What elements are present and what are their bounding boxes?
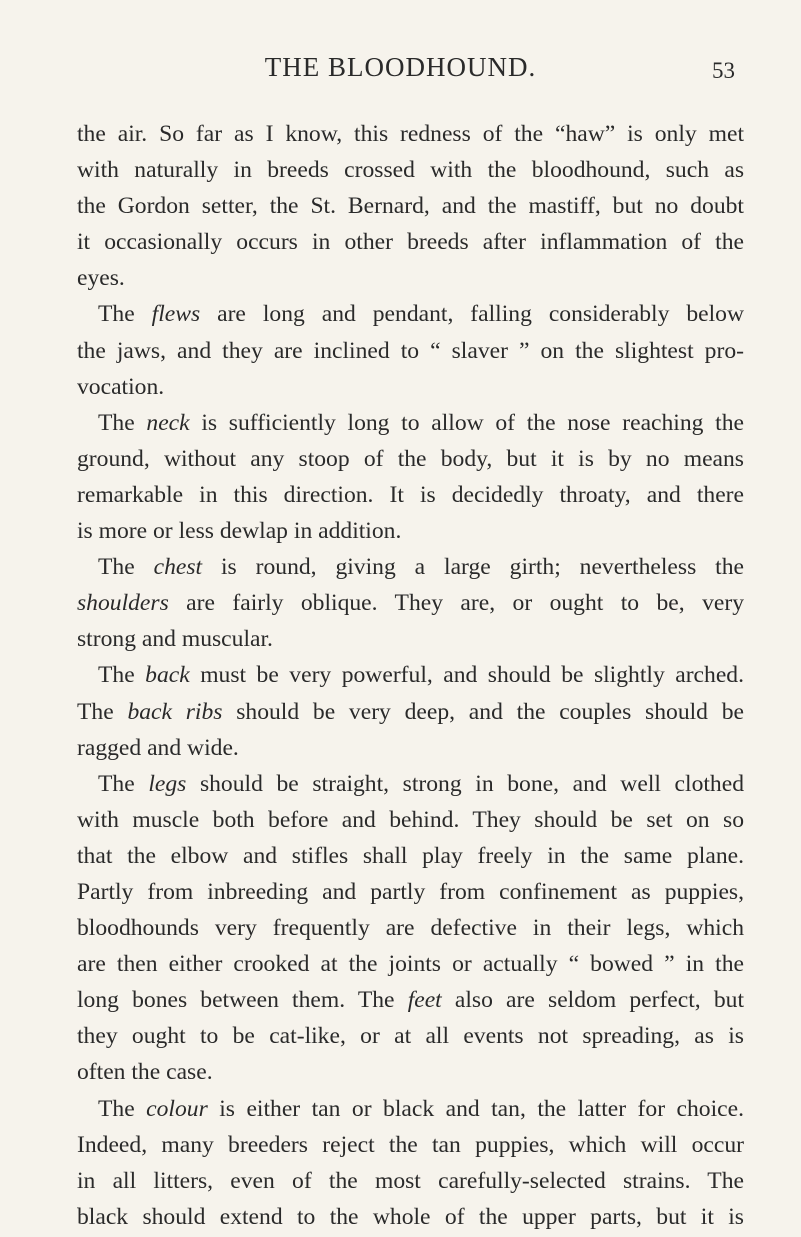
text-line: ground, without any stoop of the body, but it is by no means: [77, 445, 744, 472]
text-line: ragged and wide.: [77, 734, 239, 761]
text-line: strong and muscular.: [77, 626, 273, 653]
paragraph-flews: [77, 296, 744, 404]
page-header: [0, 52, 801, 92]
text-line: The colour is either tan or black and tan, the latter for choice.: [98, 1095, 744, 1122]
text-line: remarkable in this direction. It is decidedly throaty, and there: [77, 481, 744, 508]
paragraph-back: [77, 657, 744, 765]
paragraph-legs: [77, 766, 744, 1091]
text-line: often the case.: [77, 1059, 213, 1086]
text-line: The legs should be straight, strong in bone, and well clothed: [98, 770, 744, 797]
paragraph-neck: [77, 405, 744, 549]
paragraph-chest: [77, 549, 744, 657]
text-line: eyes.: [77, 265, 125, 292]
term-shoulders: shoulders: [77, 590, 169, 617]
term-feet: feet: [407, 987, 442, 1014]
text-line: The back must be very powerful, and should be slightly arched.: [98, 662, 744, 689]
text-line: vocation.: [77, 373, 165, 400]
term-neck: neck: [146, 409, 190, 436]
text-line: the jaws, and they are inclined to “ slaver ” on the slightest pro-: [77, 337, 744, 364]
term-back-ribs: back ribs: [127, 698, 223, 725]
text-line: with muscle both before and behind. They should be set on so: [77, 806, 744, 833]
term-colour: colour: [146, 1095, 208, 1122]
text-line: The back ribs should be very deep, and the couples should be: [77, 698, 744, 725]
text-line: with naturally in breeds crossed with the bloodhound, such as: [77, 157, 744, 184]
text-line: are then either crooked at the joints or actually “ bowed ” in the: [77, 951, 744, 978]
term-legs: legs: [148, 770, 187, 797]
text-line: in all litters, even of the most carefully-selected strains. The: [77, 1167, 744, 1194]
text-line: it occasionally occurs in other breeds after inflammation of the: [77, 229, 744, 256]
term-back: back: [145, 662, 190, 689]
text-line: black should extend to the whole of the upper parts, but it is: [77, 1203, 744, 1230]
text-line: Partly from inbreeding and partly from confinement as puppies,: [77, 878, 744, 905]
text-line: the air. So far as I know, this redness of the “haw” is only met: [77, 121, 744, 147]
text-line: The neck is sufficiently long to allow of the nose reaching the: [98, 409, 744, 436]
text-line: the Gordon setter, the St. Bernard, and the mastiff, but no doubt: [77, 193, 744, 220]
page-number: 53: [712, 58, 735, 83]
text-line: The flews are long and pendant, falling considerably below: [98, 301, 744, 328]
term-chest: chest: [153, 554, 203, 581]
term-flews: flews: [151, 301, 201, 328]
text-line: that the elbow and stifles shall play freely in the same plane.: [77, 842, 744, 869]
paragraph-haw: [77, 116, 744, 296]
text-line: shoulders are fairly oblique. They are, or ought to be, very: [77, 590, 744, 617]
text-line: is more or less dewlap in addition.: [77, 518, 402, 545]
text-line: bloodhounds very frequently are defective in their legs, which: [77, 915, 744, 942]
text-line: The chest is round, giving a large girth; nevertheless the: [98, 554, 744, 581]
paragraph-colour: [77, 1091, 744, 1235]
running-title: THE BLOODHOUND.: [264, 52, 537, 82]
text-line: long bones between them. The feet also are seldom perfect, but: [77, 987, 744, 1014]
text-line: Indeed, many breeders reject the tan puppies, which will occur: [77, 1131, 744, 1158]
body-text: [77, 116, 744, 1235]
text-line: they ought to be cat-like, or at all events not spreading, as is: [77, 1023, 744, 1050]
